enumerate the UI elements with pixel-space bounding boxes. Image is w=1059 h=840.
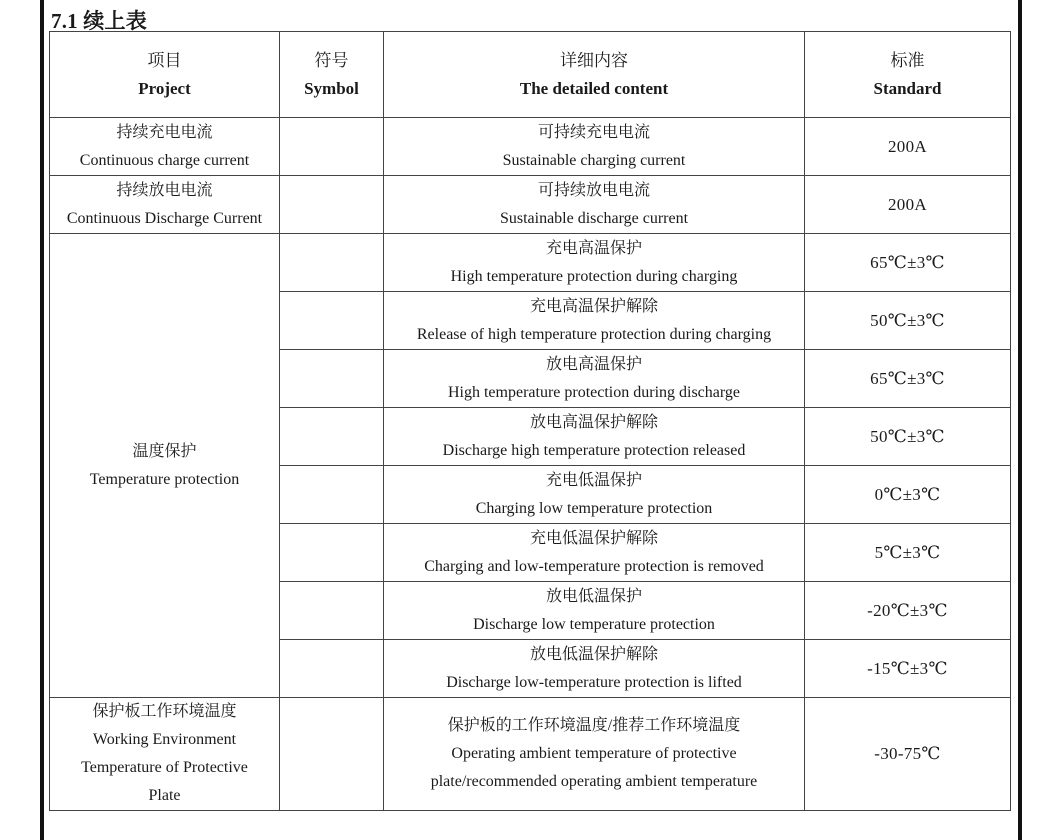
table-row [50, 698, 1011, 811]
detail-zh: 放电低温保护 [545, 587, 642, 605]
detail-cell [384, 176, 805, 234]
symbol-cell [280, 466, 384, 524]
detail-en: Sustainable discharge current [499, 209, 689, 227]
standard-cell: 200A [805, 118, 1011, 176]
project-en: Temperature protection [89, 470, 240, 488]
detail-en: Discharge low-temperature protection is lifted [446, 673, 742, 691]
header-detail-en: The detailed content [519, 78, 669, 98]
detail-cell [384, 408, 805, 466]
symbol-cell [280, 350, 384, 408]
detail-cell [384, 524, 805, 582]
detail-en: Charging low temperature protection [475, 499, 713, 517]
standard-cell: 65℃±3℃ [805, 350, 1011, 408]
detail-cell [384, 292, 805, 350]
project-en-line: Working Environment [92, 731, 237, 748]
project-en-line: Plate [148, 787, 181, 804]
project-en: Continuous charge current [79, 151, 250, 169]
standard-cell: 5℃±3℃ [805, 524, 1011, 582]
detail-zh: 充电高温保护 [545, 239, 642, 257]
detail-en-line: Operating ambient temperature of protective [451, 745, 737, 762]
detail-cell [384, 582, 805, 640]
detail-en: Charging and low-temperature protection is removed [424, 557, 764, 575]
detail-cell [384, 640, 805, 698]
specification-table [49, 31, 1011, 811]
header-project-zh: 项目 [147, 50, 182, 70]
detail-en: Sustainable charging current [502, 151, 686, 169]
header-symbol-en: Symbol [304, 78, 359, 98]
detail-en: Discharge low temperature protection [473, 615, 715, 633]
detail-cell [384, 350, 805, 408]
detail-zh: 充电高温保护解除 [529, 297, 658, 315]
detail-zh: 可持续充电电流 [537, 123, 650, 141]
symbol-cell [280, 408, 384, 466]
project-zh: 持续放电电流 [116, 181, 213, 199]
detail-zh: 充电低温保护解除 [529, 529, 658, 547]
temperature-protection-cell [50, 234, 280, 698]
header-symbol-zh: 符号 [314, 50, 349, 70]
header-standard-zh: 标准 [890, 50, 925, 70]
header-project [50, 32, 280, 118]
detail-cell [384, 698, 805, 811]
detail-zh: 放电高温保护解除 [529, 413, 658, 431]
detail-en: High temperature protection during charging [450, 267, 738, 285]
detail-zh: 保护板的工作环境温度/推荐工作环境温度 [447, 717, 741, 734]
project-cell [50, 118, 280, 176]
symbol-cell [280, 176, 384, 234]
detail-cell [384, 466, 805, 524]
project-en: Continuous Discharge Current [66, 209, 263, 227]
symbol-cell [280, 640, 384, 698]
table-row [50, 118, 1011, 176]
standard-cell: -15℃±3℃ [805, 640, 1011, 698]
header-standard-en: Standard [873, 78, 942, 98]
project-zh: 持续充电电流 [116, 123, 213, 141]
standard-cell: -20℃±3℃ [805, 582, 1011, 640]
symbol-cell [280, 292, 384, 350]
detail-en: Release of high temperature protection during charging [416, 325, 772, 343]
detail-zh: 充电低温保护 [545, 471, 642, 489]
detail-cell [384, 234, 805, 292]
project-cell [50, 176, 280, 234]
header-symbol [280, 32, 384, 118]
detail-en: High temperature protection during discharge [447, 383, 741, 401]
table-header-row [50, 32, 1011, 118]
detail-cell [384, 118, 805, 176]
project-cell [50, 698, 280, 811]
detail-en: Discharge high temperature protection released [442, 441, 746, 459]
standard-cell: 200A [805, 176, 1011, 234]
symbol-cell [280, 582, 384, 640]
header-project-en: Project [138, 78, 191, 98]
project-zh: 保护板工作环境温度 [92, 703, 237, 720]
detail-zh: 放电高温保护 [545, 355, 642, 373]
detail-zh: 放电低温保护解除 [529, 645, 658, 663]
table-row [50, 176, 1011, 234]
section-title: 7.1 续上表 [51, 9, 147, 33]
project-en-line: Temperature of Protective [81, 759, 248, 776]
detail-en-line: plate/recommended operating ambient temperature [430, 773, 758, 790]
symbol-cell [280, 118, 384, 176]
standard-cell: 0℃±3℃ [805, 466, 1011, 524]
project-zh: 温度保护 [132, 442, 197, 460]
standard-cell: 65℃±3℃ [805, 234, 1011, 292]
symbol-cell [280, 524, 384, 582]
symbol-cell [280, 698, 384, 811]
table-row [50, 234, 1011, 292]
header-detail [384, 32, 805, 118]
symbol-cell [280, 234, 384, 292]
standard-cell: 50℃±3℃ [805, 408, 1011, 466]
header-detail-zh: 详细内容 [560, 50, 628, 70]
header-standard [805, 32, 1011, 118]
standard-cell: -30-75℃ [805, 698, 1011, 811]
standard-cell: 50℃±3℃ [805, 292, 1011, 350]
detail-zh: 可持续放电电流 [537, 181, 650, 199]
